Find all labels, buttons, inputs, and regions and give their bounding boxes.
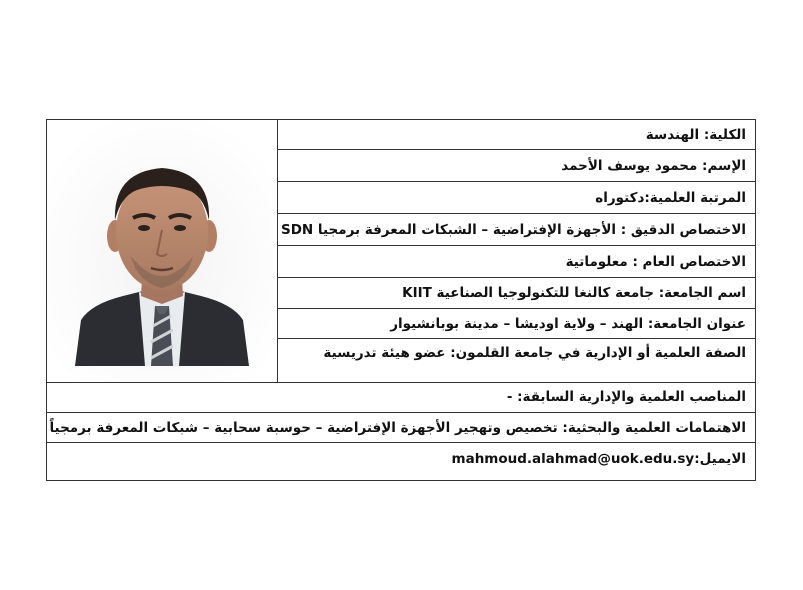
current-title-text: الصفة العلمية أو الإدارية في جامعة القلمون: عضو هيئة تدريسية [323,345,746,361]
specialization-text: الاختصاص الدقيق : الأجهزة الإفتراضية – الشبكات المعرفة برمجيا SDN [281,221,746,238]
faculty-row [278,120,755,150]
profile-header [47,120,755,383]
profile-fields [278,120,755,382]
email-text: الايميل:mahmoud.alahmad@uok.edu.sy [451,451,746,467]
faculty-text: الكلية: الهندسة [645,126,746,143]
address-text: عنوان الجامعة: الهند – ولاية اوديشا – مدينة بوبانشيوار [390,315,746,332]
interests-row [47,413,755,443]
specialization-row [278,214,755,246]
profile-footer [47,382,755,480]
name-row [278,150,755,182]
previous-positions-text: المناصب العلمية والإدارية السابقة: - [506,389,746,405]
rank-text: المرتبة العلمية:دكتوراه [595,189,746,206]
profile-card [46,119,756,481]
general-field-row [278,246,755,278]
photo-cell [47,120,278,382]
university-text: اسم الجامعة: جامعة كالنغا للتكنولوجيا الصناعية KIIT [402,285,746,301]
interests-text: الاهتمامات العلمية والبحثية: تخصيص وتهجير الأجهزة الإفتراضية – حوسبة سحابية – شبكات المعرفة برمجياً [49,419,746,436]
profile-photo [47,120,277,382]
current-title-row [278,339,755,382]
previous-positions-row [47,382,755,413]
email-row [47,443,755,481]
university-row [278,278,755,309]
rank-row [278,182,755,214]
address-row [278,309,755,339]
name-text: الإسم: محمود يوسف الأحمد [561,157,746,174]
general-field-text: الاختصاص العام : معلوماتية [565,253,746,270]
